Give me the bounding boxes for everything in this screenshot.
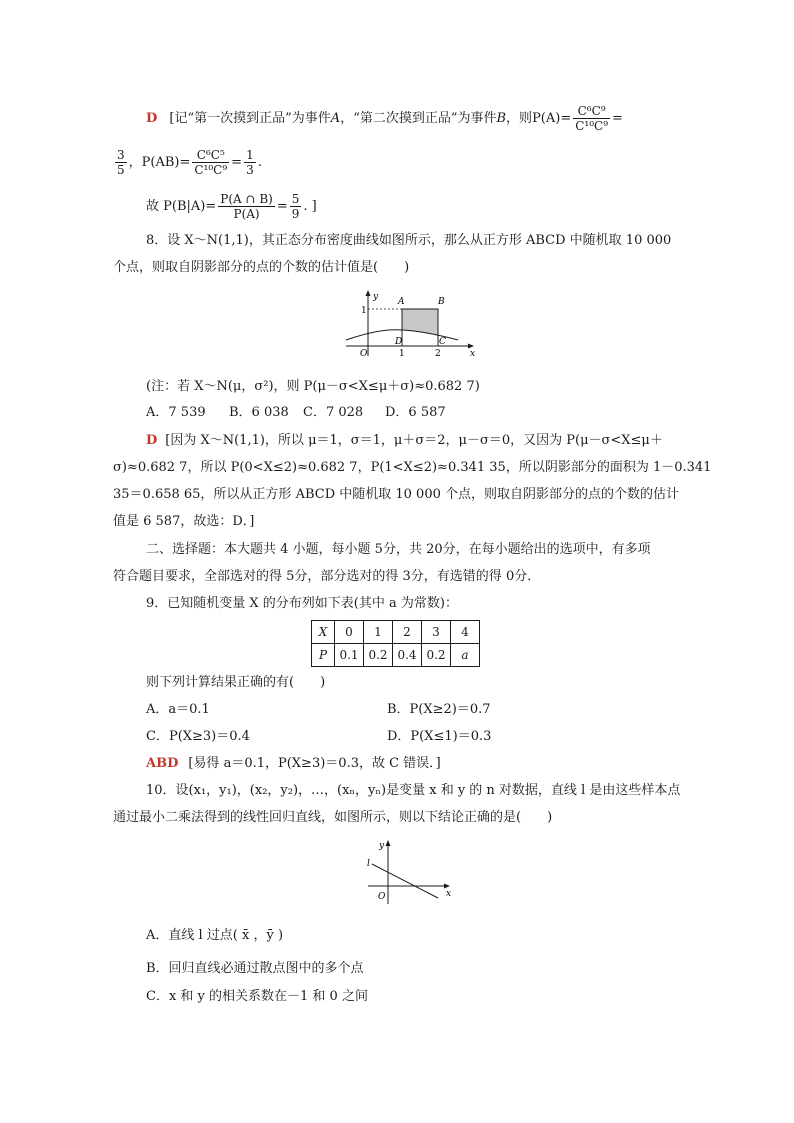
q7-frac-35 bbox=[115, 148, 127, 177]
table-cell: a bbox=[451, 644, 480, 667]
q9-stem: 9．已知随机变量 X 的分布列如下表(其中 a 为常数)： bbox=[146, 596, 458, 611]
q8-tick-1: 1 bbox=[399, 349, 405, 359]
q7-pab-den: C¹⁰C⁹ bbox=[194, 163, 228, 177]
q10-option-c[interactable]: C．x 和 y 的相关系数在－1 和 0 之间 bbox=[146, 989, 368, 1004]
q8-option-d[interactable]: D．6 587 bbox=[385, 405, 446, 420]
q7-text2: ，“第二次摸到正品”为事件 bbox=[340, 111, 497, 126]
q7-solution-line2 bbox=[113, 148, 262, 177]
q7-cond-num: P(A ∩ B) bbox=[220, 192, 273, 206]
q7-frac-59 bbox=[290, 192, 302, 221]
q8-label-b: B bbox=[438, 297, 445, 307]
q9-distribution-table bbox=[311, 620, 480, 667]
q7-eq2: = bbox=[231, 155, 243, 170]
q7-end: . ] bbox=[303, 199, 317, 214]
q7-text1: [记“第一次摸到正品”为事件 bbox=[169, 111, 331, 126]
q10-option-b[interactable]: B．回归直线必通过散点图中的多个点 bbox=[146, 961, 364, 976]
q7-event-b: B bbox=[496, 111, 507, 126]
q7-frac35-den: 5 bbox=[117, 163, 125, 177]
table-cell: 0.2 bbox=[364, 644, 393, 667]
q10-x-arrow bbox=[444, 884, 450, 889]
q8-x-arrow bbox=[468, 344, 474, 349]
section2-line1: 二、选择题：本大题共 4 小题，每小题 5分，共 20分，在每小题给出的选项中，有多项 bbox=[146, 542, 651, 557]
table-cell: X bbox=[312, 621, 335, 644]
table-row bbox=[312, 621, 480, 644]
q9-option-c[interactable]: C．P(X≥3)＝0.4 bbox=[146, 729, 250, 744]
section2-line2: 符合题目要求，全部选对的得 5分，部分选对的得 3分，有选错的得 0分． bbox=[113, 569, 541, 584]
table-cell: 0.1 bbox=[335, 644, 364, 667]
q7-cond-den: P(A) bbox=[233, 207, 260, 221]
q10-y-arrow bbox=[386, 840, 391, 846]
q7-eq3: = bbox=[276, 199, 288, 214]
q8-label-a: A bbox=[398, 297, 405, 307]
table-cell: 0 bbox=[335, 621, 364, 644]
q7-period: . bbox=[257, 155, 262, 170]
q10-label-l: l bbox=[367, 859, 370, 869]
q8-label-d: D bbox=[395, 337, 403, 347]
q9-option-d[interactable]: D．P(X≤1)＝0.3 bbox=[387, 729, 492, 744]
q7-frac13-den: 3 bbox=[246, 163, 254, 177]
table-cell: 4 bbox=[451, 621, 480, 644]
q9-answer: ABD bbox=[146, 756, 179, 771]
table-cell: 0.2 bbox=[422, 644, 451, 667]
q8-stem-line1: 8．设 X～N(1,1)，其正态分布密度曲线如图所示，那么从正方形 ABCD 中随机取 10 000 bbox=[146, 233, 672, 248]
q8-figure bbox=[340, 288, 485, 360]
q7-eq: = bbox=[612, 111, 623, 126]
table-row bbox=[312, 644, 480, 667]
table-cell: 0.4 bbox=[393, 644, 422, 667]
q8-note: (注：若 X～N(μ，σ²)，则 P(μ－σ<X≤μ＋σ)≈0.682 7) bbox=[146, 379, 480, 394]
q10-stem-line2: 通过最小二乘法得到的线性回归直线，如图所示，则以下结论正确的是( ) bbox=[113, 810, 553, 825]
q8-sol1: [因为 X～N(1,1)，所以 μ＝1，σ＝1，μ＋σ＝2，μ－σ＝0，又因为 P(μ－σ<X≤μ＋ bbox=[165, 433, 663, 448]
q7-frac59-den: 9 bbox=[291, 207, 300, 221]
table-cell: P bbox=[312, 644, 335, 667]
q10-label-y: y bbox=[379, 841, 385, 851]
q8-solution-line4: 值是 6 587，故选：D．] bbox=[113, 514, 255, 529]
q8-tick-2: 2 bbox=[435, 349, 441, 359]
q9-option-b[interactable]: B．P(X≥2)＝0.7 bbox=[387, 702, 491, 717]
q10-label-x: x bbox=[446, 889, 452, 899]
q8-option-b[interactable]: B．6 038 bbox=[229, 405, 289, 420]
q10-label-o: O bbox=[378, 892, 386, 902]
q7-pa-label: P(A)= bbox=[532, 111, 572, 126]
q8-label-y: y bbox=[373, 292, 379, 302]
q7-frac-13 bbox=[244, 148, 256, 177]
table-cell: 1 bbox=[364, 621, 393, 644]
q10-stem-line1: 10．设(x₁，y₁)，(x₂，y₂)，…，(xₙ，yₙ)是变量 x 和 y 的 n 对数据，直线 l 是由这些样本点 bbox=[146, 783, 681, 798]
q7-cond-label: 故 P(B|A)= bbox=[146, 199, 217, 214]
q9-sol: [易得 a＝0.1，P(X≥3)＝0.3，故 C 错误．] bbox=[188, 756, 441, 771]
q9-ask: 则下列计算结果正确的有( ) bbox=[146, 675, 326, 690]
q7-text3: ，则 bbox=[506, 111, 533, 126]
q7-solution-line3 bbox=[146, 192, 317, 221]
q7-frac59-num: 5 bbox=[291, 192, 300, 206]
q9-solution bbox=[146, 755, 441, 773]
q10-figure bbox=[362, 838, 458, 906]
q7-frac13-num: 1 bbox=[246, 148, 254, 162]
q7-cond-fraction bbox=[218, 192, 275, 221]
q8-option-a[interactable]: A．7 539 bbox=[146, 405, 206, 420]
table-cell: 2 bbox=[393, 621, 422, 644]
q7-pa-den: C¹⁰C⁹ bbox=[575, 119, 609, 133]
table-cell: 3 bbox=[422, 621, 451, 644]
q8-answer: D bbox=[146, 433, 158, 448]
q8-tick-y1: 1 bbox=[361, 306, 367, 316]
q8-solution-line3: 35＝0.658 65，所以从正方形 ABCD 中随机取 10 000 个点，则取自阴影部分的点的个数的估计 bbox=[113, 487, 680, 502]
q7-pa-fraction bbox=[573, 104, 610, 133]
q8-label-o: O bbox=[360, 349, 368, 359]
q8-solution-line1 bbox=[146, 432, 663, 450]
q7-event-a: A bbox=[330, 111, 341, 126]
q8-label-c: C bbox=[439, 337, 446, 347]
q7-frac35-num: 3 bbox=[117, 148, 125, 162]
q10-option-a[interactable]: A．直线 l 过点( x̄ ，ȳ ) bbox=[146, 928, 284, 943]
q8-option-c[interactable]: C．7 028 bbox=[303, 405, 364, 420]
q7-pab-label: ，P(AB)= bbox=[128, 155, 191, 170]
q8-stem-line2: 个点，则取自阴影部分的点的个数的估计值是( ) bbox=[113, 260, 410, 275]
q7-solution-line1 bbox=[146, 104, 623, 133]
q8-y-arrow bbox=[366, 290, 371, 296]
q9-option-a[interactable]: A．a＝0.1 bbox=[146, 702, 210, 717]
q8-label-x: x bbox=[470, 349, 476, 359]
q7-answer: D bbox=[146, 111, 158, 126]
q7-pab-fraction bbox=[192, 148, 229, 177]
q7-pa-num: C⁶C⁹ bbox=[573, 104, 610, 119]
q7-pab-num: C⁶C⁵ bbox=[192, 148, 229, 163]
q8-solution-line2: σ)≈0.682 7，所以 P(0<X≤2)≈0.682 7，P(1<X≤2)≈0.341 35，所以阴影部分的面积为 1－0.341 bbox=[113, 460, 712, 475]
